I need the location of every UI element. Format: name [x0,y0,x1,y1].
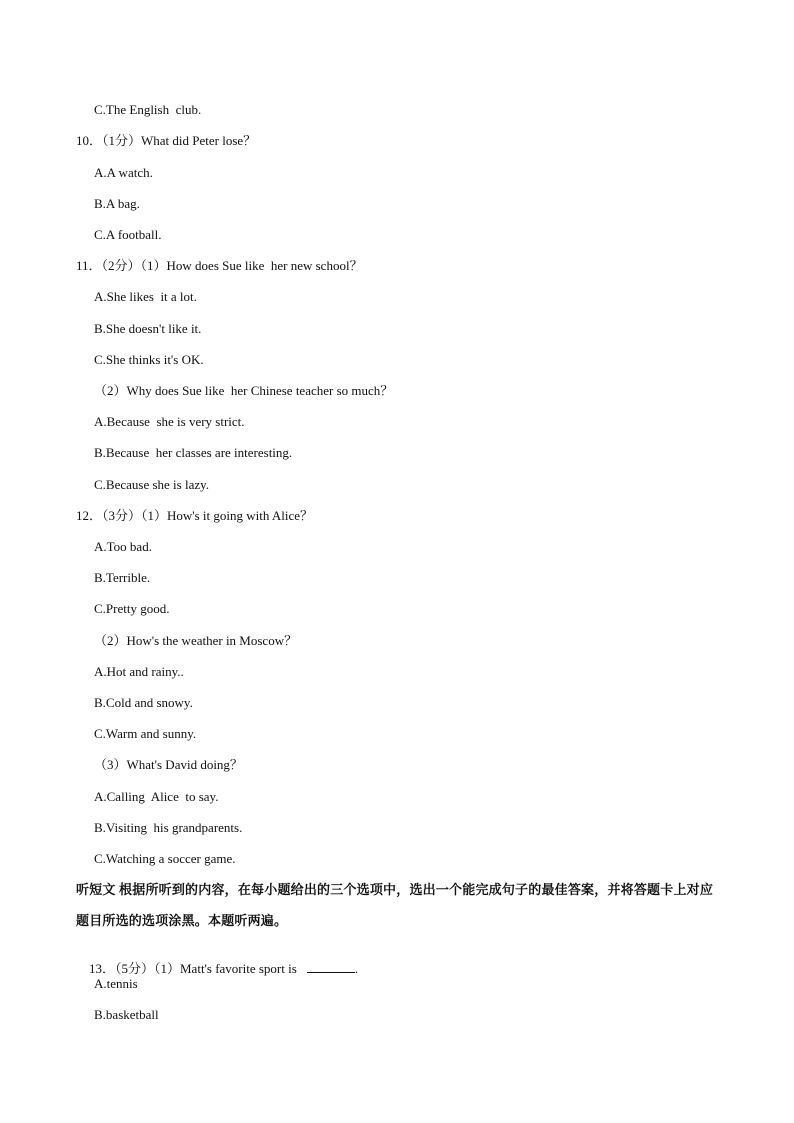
option-q10-c: C.A football. [94,227,162,242]
option-q12-2-c: C.Warm and sunny. [94,726,197,741]
option-q9-c: C.The English club. [94,102,202,117]
option-q12-3-a: A.Calling Alice to say. [94,789,219,804]
option-q12-1-c: C.Pretty good. [94,601,170,616]
option-q10-b: B.A bag. [94,196,140,211]
question-13-period: . [354,961,359,976]
option-q13-1-b: B.basketball [94,1007,159,1022]
question-10: 10．（1分）What did Peter lose？ [76,133,257,148]
option-q12-1-b: B.Terrible. [94,570,151,585]
question-12-part-2: （2）How's the weather in Moscow？ [94,633,298,648]
option-q12-2-a: A.Hot and rainy.. [94,664,184,679]
question-13-text: 13．（5分）（1）Matt's favorite sport is [89,961,297,976]
option-q12-2-b: B.Cold and snowy. [94,695,193,710]
option-q11-2-a: A.Because she is very strict. [94,414,245,429]
section-instruction: 听短文 根据所听到的内容，在每小题给出的三个选项中，选出一个能完成句子的最佳答案，并将答题卡上对应题目所选的选项涂黑。本题听两遍。 [76,882,714,928]
option-q10-a: A.A watch. [94,165,153,180]
option-q11-2-b: B.Because her classes are interesting. [94,445,293,460]
option-q13-1-a: A.tennis [94,976,138,991]
option-q12-3-b: B.Visiting his grandparents. [94,820,243,835]
option-q12-1-a: A.Too bad. [94,539,152,554]
option-q11-1-a: A.She likes it a lot. [94,289,197,304]
question-11-part-2: （2）Why does Sue like her Chinese teacher so much？ [94,383,394,398]
option-q12-3-c: C.Watching a soccer game. [94,851,236,866]
answer-blank [307,961,355,973]
option-q11-1-c: C.She thinks it's OK. [94,352,204,367]
question-12-part-3: （3）What's David doing？ [94,757,243,772]
question-12: 12．（3分）（1）How's it going with Alice？ [76,508,314,523]
question-11: 11．（2分）（1）How does Sue like her new school？ [76,258,363,273]
option-q11-2-c: C.Because she is lazy. [94,477,210,492]
option-q11-1-b: B.She doesn't like it. [94,321,202,336]
